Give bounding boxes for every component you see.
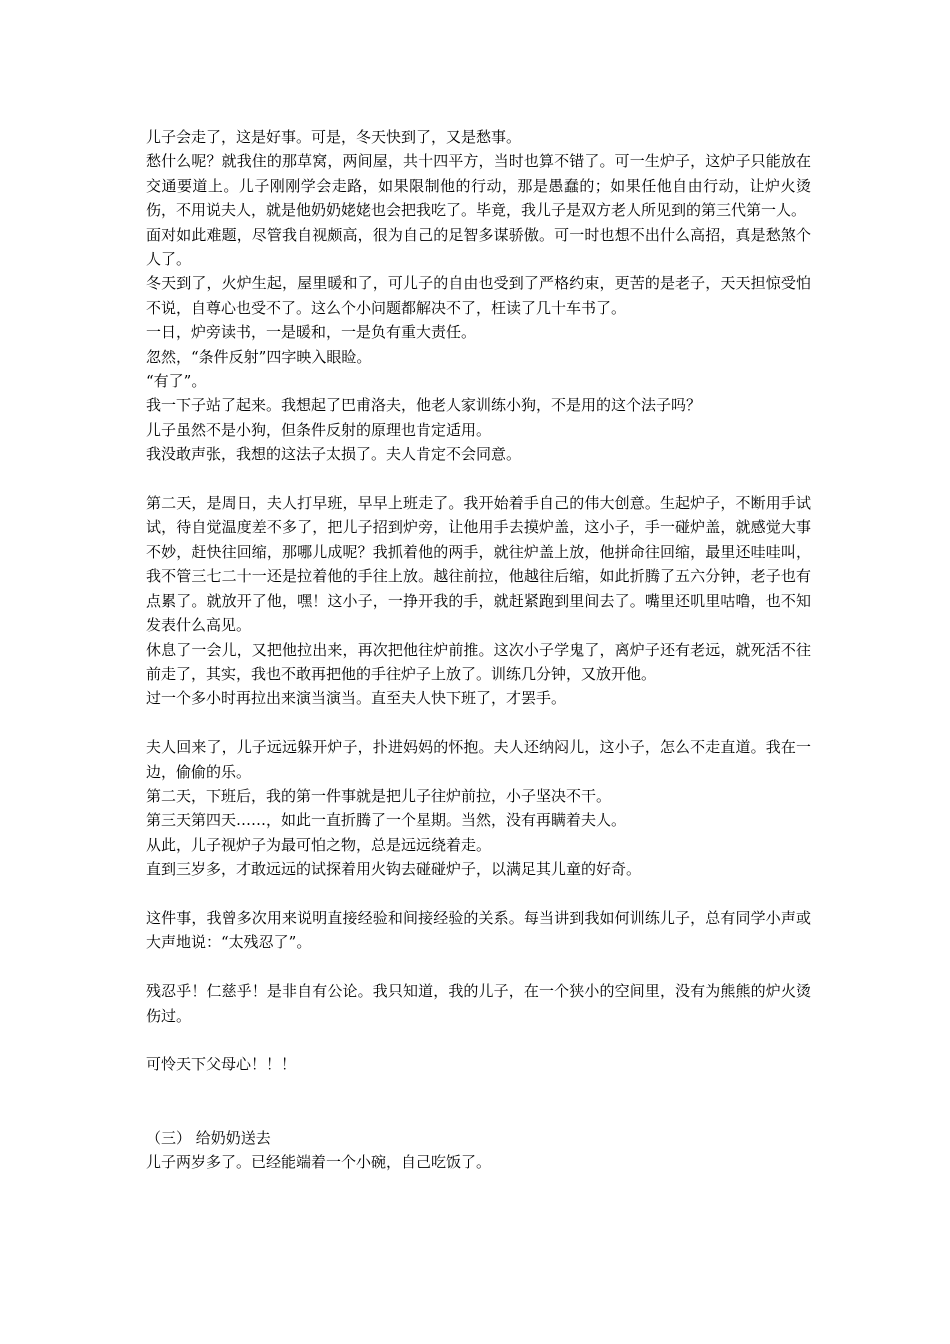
paragraph-spacer xyxy=(146,1028,811,1052)
paragraph: 这件事，我曾多次用来说明直接经验和间接经验的关系。每当讲到我如何训练儿子，总有同学小声或大声地说：“太残忍了”。 xyxy=(146,908,811,952)
paragraph-spacer xyxy=(146,467,811,491)
paragraph: “有了”。 xyxy=(146,372,207,391)
paragraph-spacer xyxy=(146,955,811,979)
paragraph: 第二天，是周日，夫人打早班，早早上班走了。我开始着手自己的伟大创意。生起炉子，不断用手试试，待自觉温度差不多了，把儿子招到炉旁，让他用手去摸炉盖，这小子，手一碰炉盖，就感觉大事不妙，赶快往回缩，那哪儿成呢？我抓着他的两手，就往炉盖上放，他拼命往回缩，最里还哇哇叫，我不管三七二十一还是拉着他的手往上放。越往前拉，他越往后缩，如此折腾了五六分钟，老子也有点累了。就放开了他，嘿！这小子，一挣开我的手，就赶紧跑到里间去了。嘴里还叽里咕噜，也不知发表什么高见。 xyxy=(146,494,811,635)
paragraph: 我一下子站了起来。我想起了巴甫洛夫，他老人家训练小狗，不是用的这个法子吗？ xyxy=(146,396,702,415)
paragraph: 忽然，“条件反射”四字映入眼睑。 xyxy=(146,347,372,366)
paragraph: 直到三岁多，才敢远远的试探着用火钩去碰碰炉子，以满足其儿童的好奇。 xyxy=(146,860,642,879)
paragraph: 夫人回来了，儿子远远躲开炉子，扑进妈妈的怀抱。夫人还纳闷儿，这小子，怎么不走直道。我在一边，偷偷的乐。 xyxy=(146,738,811,781)
paragraph: 第二天，下班后，我的第一件事就是把儿子往炉前拉，小子坚决不干。 xyxy=(146,786,612,805)
paragraph: 儿子会走了，这是好事。可是，冬天快到了，又是愁事。 xyxy=(146,128,522,146)
paragraph: 我没敢声张，我想的这法子太损了。夫人肯定不会同意。 xyxy=(146,445,522,464)
paragraph: 休息了一会儿，又把他拉出来，再次把他往炉前推。这次小子学鬼了，离炉子还有老远，就死活不往前走了，其实，我也不敢再把他的手往炉子上放了。训练几分钟，又放开他。 xyxy=(146,640,811,683)
paragraph-spacer xyxy=(146,882,811,906)
paragraph: 面对如此难题，尽管我自视颇高，很为自己的足智多谋骄傲。可一时也想不出什么高招，真是愁煞个人了。 xyxy=(146,225,811,269)
paragraph: 冬天到了，火炉生起，屋里暖和了，可儿子的自由也受到了严格约束，更苦的是老子，天天担惊受怕不说，自尊心也受不了。这么个小问题都解决不了，枉读了几十车书了。 xyxy=(146,274,811,317)
paragraph: 儿子两岁多了。已经能端着一个小碗，自己吃饭了。 xyxy=(146,1152,492,1171)
paragraph: 一日，炉旁读书，一是暖和，一是负有重大责任。 xyxy=(146,323,477,342)
paragraph: 从此，儿子视炉子为最可怕之物，总是远远绕着走。 xyxy=(146,835,492,854)
paragraph: 第三天第四天……，如此一直折腾了一个星期。当然，没有再瞒着夫人。 xyxy=(146,811,627,830)
paragraph-spacer xyxy=(146,1077,811,1126)
paragraph: 可怜天下父母心！！！ xyxy=(146,1055,297,1074)
paragraph: 过一个多小时再拉出来演当演当。直至夫人快下班了，才罢手。 xyxy=(146,689,567,708)
paragraph: 残忍乎！仁慈乎！是非自有公论。我只知道，我的儿子，在一个狭小的空间里，没有为熊熊的炉火烫伤过。 xyxy=(146,982,811,1025)
section-heading: （三） 给奶奶送去 xyxy=(146,1128,271,1147)
paragraph: 愁什么呢？就我住的那草窝，两间屋，共十四平方，当时也算不错了。可一生炉子，这炉子只能放在交通要道上。儿子刚刚学会走路，如果限制他的行动，那是愚蠢的；如果任他自由行动，让炉火烫伤，不用说夫人，就是他奶奶姥姥也会把我吃了。毕竟，我儿子是双方老人所见到的第三代第一人。 xyxy=(146,152,811,220)
document-body xyxy=(146,125,811,1174)
paragraph: 儿子虽然不是小狗，但条件反射的原理也肯定适用。 xyxy=(146,420,492,439)
paragraph-spacer xyxy=(146,711,811,735)
